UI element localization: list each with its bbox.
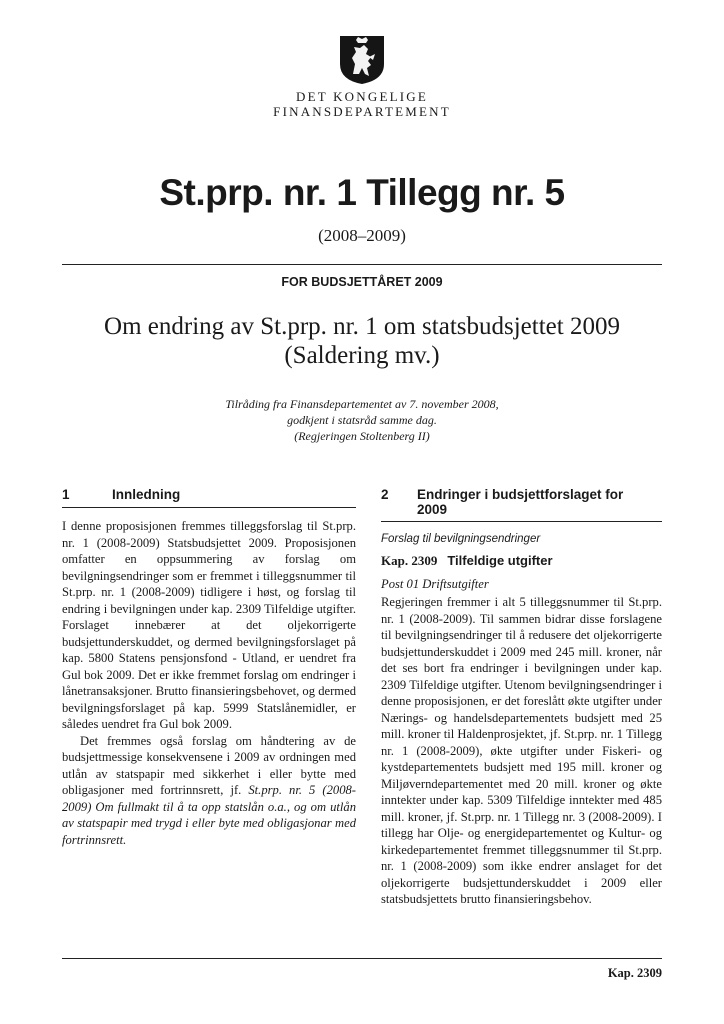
section-1-paragraph-2 (62, 733, 356, 849)
section-1-rule (62, 507, 356, 508)
section-1-paragraph-1: I denne proposisjonen fremmes tilleggsforslag til St.prp. nr. 1 (2008-2009) Statsbudsjettet 2009. Proposisjonen omfatter en oppsummering av forslag om bevilgningsendringer som er fremmet i tilleggsnummer til St.prp. nr. 1 (2008-2009) tidligere i høst, og forslag til endring i bevilgningen under kap. 2309 Tilfeldige utgifter. Forslaget innebærer at det oljekorrigerte budsjettunderskuddet, og dermed bevilgningsforslaget på kap. 5800 Statens pensjonsfond - Utland, er uendret fra Gul bok 2009. Det er ikke fremmet forslag om endringer i lånetransaksjoner. Brutto finansieringsbehovet, og dermed bevilgningsforslaget på kap. 5999 Statslånemidler, er således uendret fra Gul bok 2009. (62, 519, 356, 731)
footer-kap: Kap. 2309 (607, 966, 662, 980)
org-name-line2: FINANSDEPARTEMENT (273, 104, 451, 119)
recommendation-line1: Tilråding fra Finansdepartementet av 7. november 2008, (225, 397, 499, 411)
section-2-subheading: Forslag til bevilgningsendringer (381, 533, 541, 545)
document-year: (2008–2009) (318, 226, 406, 245)
recommendation-line3: (Regjeringen Stoltenberg II) (294, 429, 430, 443)
org-name-line1: DET KONGELIGE (296, 89, 428, 104)
section-1-title: Innledning (112, 487, 181, 502)
kap-heading (381, 553, 662, 569)
section-2-rule (381, 521, 662, 522)
divider-footer (62, 958, 662, 959)
section-1-body (62, 518, 356, 848)
section-1 (62, 487, 356, 848)
section-2 (381, 487, 662, 908)
kap-number: Kap. 2309 (381, 553, 438, 568)
section-2-heading (381, 487, 662, 517)
coat-of-arms-icon (338, 34, 386, 86)
section-2-paragraph-1: Regjeringen fremmer i alt 5 tilleggsnummer til St.prp. nr. 1 (2008-2009). Til sammen bidrar disse forslagene til bevilgningsendringer til å redusere det oljekorrigerte budsjettunderskuddet i 2009 med 245 mill. kroner, når det ses bort fra endringer i bevilgningen under kap. 2309 Tilfeldige utgifter. Utenom bevilgningsendringer i denne proposisjonen, er det foreslått økte utgifter under Nærings- og handelsdepartementets budsjett med 25 mill. kroner til Haldenprosjektet, jf. St.prp. nr. 1 Tillegg nr. 1 (2008-2009), økte utgifter under Fiskeri- og kystdepartementets budsjett med 195 mill. kroner og Miljøverndepartementet med 20 mill. kroner og økte inntekter under kap. 5309 Tilfeldige inntekter med 485 mill. kroner, jf. St.prp. nr. 1 Tillegg nr. 3 (2008-2009). I tillegg har Olje- og energidepartementet og Kultur- og kirkedepartementet fremmet tilleggsnummer til St.prp. nr. 1 (2008-2009) som ikke endrer anslaget for det oljekorrigerte budsjettunderskuddet i 2009 eller statsbudsjettets brutto finansieringsbehov. (381, 595, 662, 906)
document-subtitle (60, 312, 664, 370)
divider-top (62, 264, 662, 265)
budget-year-label: FOR BUDSJETTÅRET 2009 (281, 275, 443, 289)
document-title: St.prp. nr. 1 Tillegg nr. 5 (159, 172, 565, 213)
section-2-title-line2: 2009 (417, 502, 448, 517)
recommendation-block (160, 396, 564, 444)
section-2-title-line1: Endringer i budsjettforslaget for (417, 487, 624, 502)
section-1-number: 1 (62, 487, 70, 502)
subtitle-line1: Om endring av St.prp. nr. 1 om statsbudsjettet 2009 (104, 313, 620, 340)
section-2-body (381, 594, 662, 908)
recommendation-line2: godkjent i statsråd samme dag. (287, 413, 437, 427)
post-heading: Post 01 Driftsutgifter (381, 577, 489, 591)
section-2-number: 2 (381, 487, 389, 502)
section-2-title (417, 487, 623, 517)
section-1-paragraph-2-text: Det fremmes også forslag om håndtering av de budsjettmessige konsekvensene i 2009 av ordningen med utlån av statspapir med sikkerhet i eller bytte med obligasjoner med fortrinnsrett, jf. (62, 733, 356, 797)
section-1-heading (62, 487, 356, 503)
logo (0, 34, 724, 86)
subtitle-line2: (Saldering mv.) (284, 342, 440, 369)
section-1-paragraph-2-reference: St.prp. nr. 5 (2008-2009) Om fullmakt til å ta opp statslån o.a., og om utlån av statspapir med trygd i eller byte med obligasjonar med fortrinnsrett. (62, 783, 356, 847)
kap-name: Tilfeldige utgifter (447, 553, 553, 568)
